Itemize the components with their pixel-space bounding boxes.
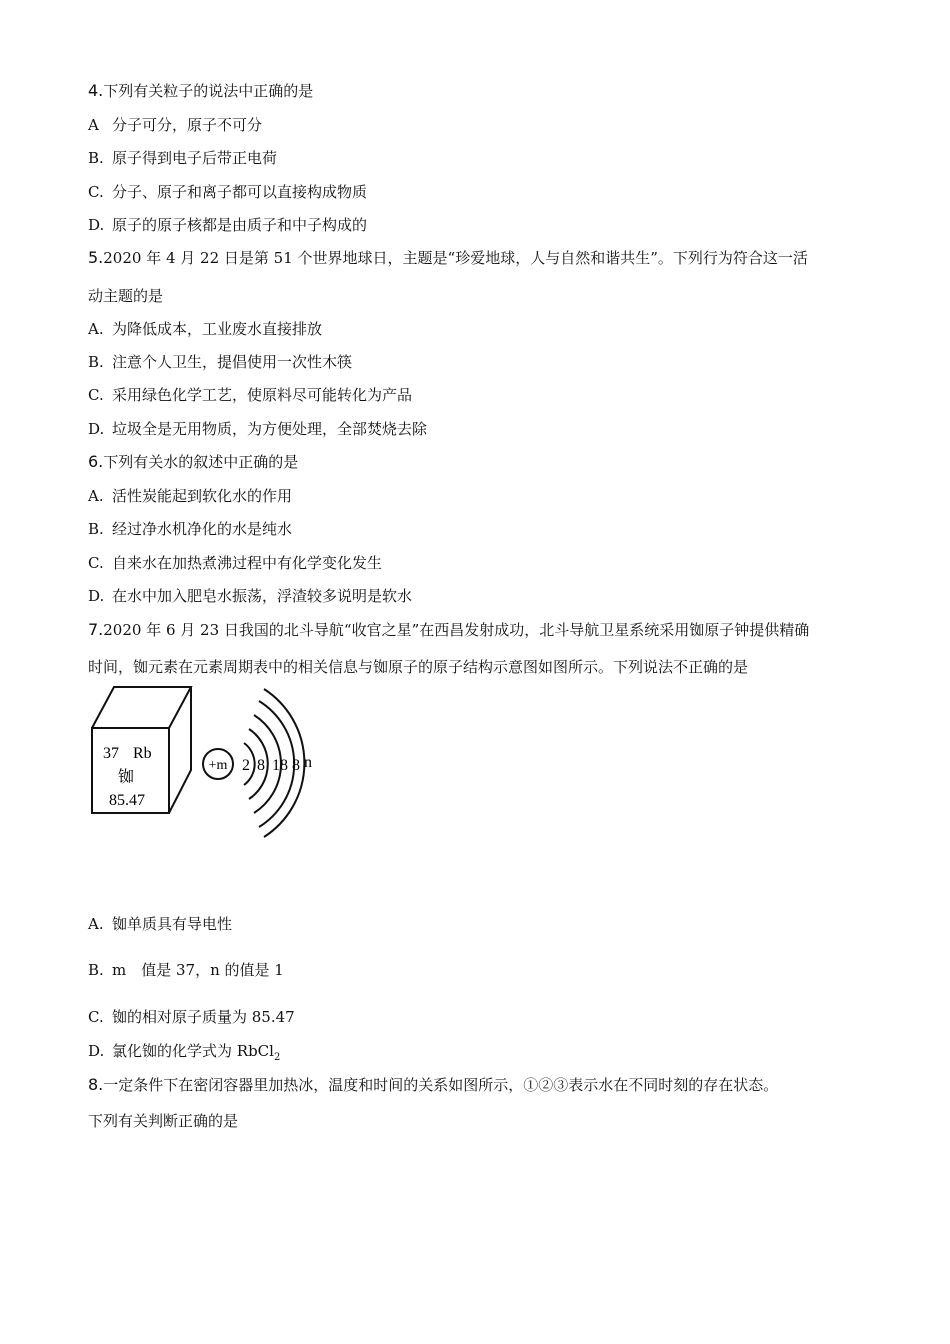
q4-number: 4. (88, 81, 104, 100)
shell-count-4: 8 (292, 757, 300, 774)
q6-number: 6. (88, 452, 104, 471)
q4-option-c: C. 分子、原子和离子都可以直接构成物质 (88, 183, 368, 201)
q5-stem-line1: 5.2020 年 4 月 22 日是第 51 个世界地球日，主题是“珍爱地球，人与自然和谐共生”。下列行为符合这一活 (88, 248, 808, 267)
q7-option-d: D. 氯化铷的化学式为 RbCl$_2$ (88, 1042, 281, 1063)
nucleus-charge: +m (208, 758, 228, 773)
q8-stem-line1: 8.一定条件下在密闭容器里加热冰，温度和时间的关系如图所示，①②③表示水在不同时刻的存在状态。 (88, 1075, 779, 1094)
atomic-mass: 85.47 (109, 792, 145, 809)
q6-option-a: A. 活性炭能起到软化水的作用 (88, 487, 293, 505)
formula-subscript: 2 (273, 1052, 281, 1063)
q6-option-d: D. 在水中加入肥皂水振荡，浮渣较多说明是软水 (88, 587, 413, 605)
shell-count-5: n (304, 754, 312, 771)
q5-option-b: B. 注意个人卫生，提倡使用一次性木筷 (88, 353, 353, 371)
q4-option-d: D. 原子的原子核都是由质子和中子构成的 (88, 216, 368, 234)
element-name: 铷 (118, 769, 135, 786)
q4-stem (88, 81, 313, 101)
q6-stem: 6.下列有关水的叙述中正确的是 (88, 452, 299, 471)
shell-count-1: 2 (242, 757, 250, 774)
rubidium-figure (85, 685, 325, 845)
shell-count-3: 18 (272, 757, 288, 774)
q4-option-a: A 分子可分，原子不可分 (88, 116, 263, 134)
q7-option-b: B. m 值是 37，n 的值是 1 (88, 961, 284, 979)
q6-option-c: C. 自来水在加热煮沸过程中有化学变化发生 (88, 554, 383, 572)
q8-stem-line2: 下列有关判断正确的是 (88, 1112, 239, 1130)
element-symbol: Rb (133, 745, 152, 762)
q7-stem-line2: 时间，铷元素在元素周期表中的相关信息与铷原子的原子结构示意图如图所示。下列说法不正确的是 (88, 658, 749, 676)
q7-option-a: A. 铷单质具有导电性 (88, 915, 233, 933)
q5-stem-line2: 动主题的是 (88, 287, 164, 305)
q5-option-a: A. 为降低成本，工业废水直接排放 (88, 320, 323, 338)
q8-number: 8. (88, 1075, 104, 1094)
q5-option-c: C. 采用绿色化学工艺，使原料尽可能转化为产品 (88, 386, 413, 404)
q5-number: 5. (88, 248, 104, 267)
q7-option-c: C. 铷的相对原子质量为 85.47 (88, 1008, 295, 1026)
q7-number: 7. (88, 620, 104, 639)
q7-stem-line1: 7.2020 年 6 月 23 日我国的北斗导航“收官之星”在西昌发射成功，北斗导航卫星系统采用铷原子钟提供精确 (88, 620, 810, 639)
atomic-number: 37 (103, 745, 119, 762)
q5-option-d: D. 垃圾全是无用物质，为方便处理，全部焚烧去除 (88, 420, 428, 438)
shell-count-2: 8 (257, 757, 265, 774)
q4-stem-text: 下列有关粒子的说法中正确的是 (103, 82, 314, 100)
q6-option-b: B. 经过净水机净化的水是纯水 (88, 520, 293, 538)
q4-option-b: B. 原子得到电子后带正电荷 (88, 149, 278, 167)
